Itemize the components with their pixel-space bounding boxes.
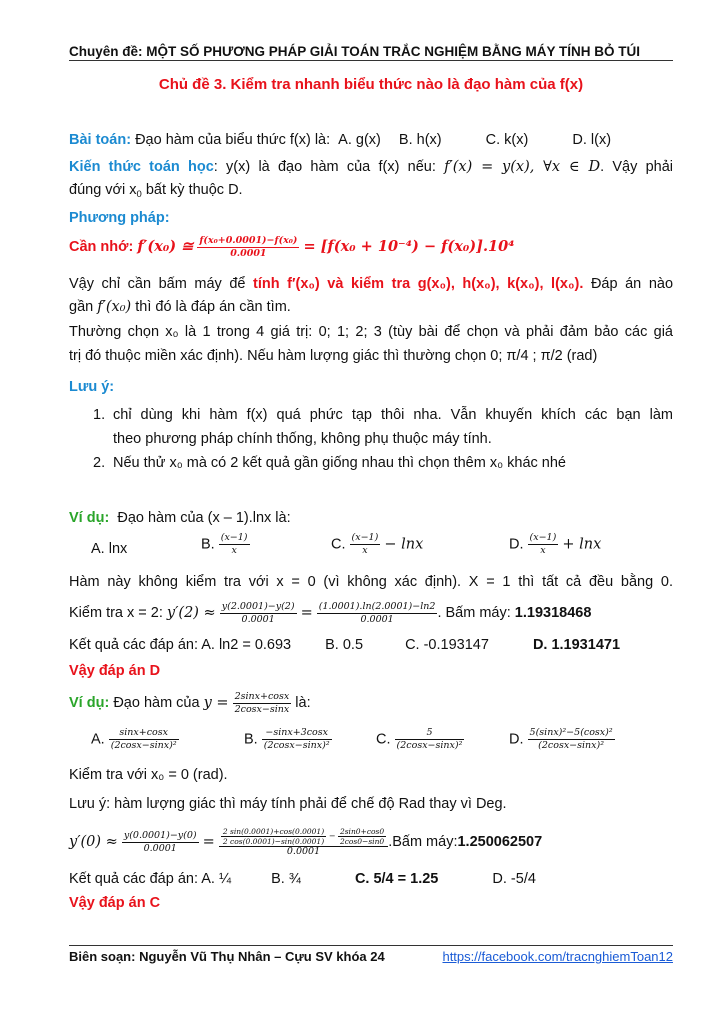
- ex2-frac-1-den: 0.0001: [143, 842, 177, 854]
- ex2-option-c-den: (2cosx−sinx)²: [396, 740, 463, 751]
- ex2-option-b: [244, 727, 332, 752]
- ex2-inner-minus: −: [328, 831, 336, 841]
- ex2-option-a: [91, 727, 179, 752]
- problem-option-a: A. g(x): [338, 132, 381, 148]
- ex1-option-d-num: (x−1): [529, 532, 557, 543]
- header-divider: [69, 60, 673, 61]
- note-item-2-num: 2.: [93, 455, 106, 471]
- ex1-answer: Vậy đáp án D: [69, 663, 161, 679]
- footer-author: Biên soạn: Nguyễn Vũ Thụ Nhân – Cựu SV khóa 24: [69, 949, 385, 964]
- knowledge-text-3: đúng với x: [69, 182, 137, 198]
- knowledge-label: Kiến thức toán học: [69, 159, 214, 175]
- problem-option-b: B. h(x): [398, 132, 442, 148]
- ex1-question: Đạo hàm của (x – 1).lnx là:: [117, 510, 291, 526]
- ex2-press-value: 1.250062507: [457, 834, 543, 850]
- ex1-check-2: Kiểm tra x = 2: y′(2) ≈ $\frac{y(2.0001)-y(2)}{0.0001}$ = $\frac{(1.0001).\ln(2.0001)-\ln 2}{0.0001}$ . Bấm máy: 1.19318468: [69, 600, 592, 625]
- ex1-question-line: [69, 508, 673, 528]
- problem-option-d: D. l(x): [572, 132, 612, 148]
- ex2-big-fraction: [219, 827, 388, 857]
- problem-line: [69, 130, 673, 150]
- ex1-frac-2-num: (1.0001).ln(2.0001)−ln2: [318, 600, 436, 612]
- remember-line: [69, 230, 673, 266]
- ex1-frac-1-den: 0.0001: [241, 613, 275, 625]
- body-text-2b: thì đó là đáp án cần tìm.: [135, 299, 291, 315]
- knowledge-line-2: đúng với $x_0$ bất kỳ thuộc D.: [69, 182, 243, 200]
- page-title: Chủ đề 3. Kiểm tra nhanh biểu thức nào là đạo hàm của f(x): [158, 76, 584, 93]
- ex1-option-b-num: (x−1): [220, 532, 248, 543]
- ex1-frac-1-num: y(2.0001)−y(2): [221, 600, 295, 612]
- ex2-inner-2-den: 2cos0−sin0: [339, 837, 385, 847]
- ex2-question-line: [69, 689, 673, 717]
- ex2-option-b-label: B.: [244, 731, 258, 748]
- body-text-1b: tính f′(x₀) và kiểm tra g(x₀), h(x₀), k(x₀), l(x₀).: [253, 276, 584, 292]
- ex2-check-1: Kiểm tra với x₀ = 0 (rad).: [69, 767, 228, 783]
- ex1-result-c: C. -0.193147: [405, 637, 489, 653]
- ex1-label: Ví dụ:: [69, 510, 110, 526]
- ex1-option-b: [201, 532, 250, 557]
- knowledge-text-1: : y(x) là đạo hàm của f(x) nếu:: [213, 159, 436, 175]
- ex2-big-fraction-den: 0.0001: [286, 846, 321, 858]
- ex2-option-b-den: (2cosx−sinx)²: [263, 740, 330, 751]
- ex1-option-d-den: x: [540, 545, 546, 556]
- knowledge-text-4: bất kỳ thuộc D.: [141, 182, 243, 198]
- ex1-result-a: Kết quả các đáp án: A. ln2 = 0.693: [69, 637, 292, 653]
- ex2-label: Ví dụ:: [69, 695, 110, 711]
- ex2-question-tail: là:: [295, 695, 311, 711]
- note-item-2-line-1: Nếu thử x₀ mà có 2 kết quả gần giống nhau thì chọn thêm x₀ khác nhé: [113, 455, 566, 471]
- body-text-1a: Vậy chỉ cần bấm máy để: [69, 276, 246, 292]
- body-line-4: trị đó thuộc miền xác định). Nếu hàm lượng giác thì thường chọn 0; π/4 ; π/2 (rad): [69, 348, 598, 364]
- ex1-result-d: D. 1.1931471: [532, 637, 621, 653]
- page-header: Chuyên đề: MỘT SỐ PHƯƠNG PHÁP GIẢI TOÁN TRẮC NGHIỆM BẰNG MÁY TÍNH BỎ TÚI: [69, 44, 640, 59]
- ex2-inner-1-den: 2 cos(0.0001)−sin(0.0001): [222, 837, 325, 847]
- problem-label: Bài toán:: [69, 132, 132, 148]
- ex2-frac-1-num: y(0.0001)−y(0): [123, 829, 197, 841]
- note-item-1-line-1: chỉ dùng khi hàm f(x) quá phức tạp thôi nha. Vẫn khuyến khích các bạn làm: [113, 407, 673, 423]
- remember-label: Cần nhớ:: [69, 239, 134, 255]
- ex2-option-d-num: 5(sinx)²−5(cosx)²: [529, 727, 613, 738]
- ex1-check-1: Hàm này không kiểm tra với x = 0 (vì không xác định). X = 1 thì tất cả đều bằng 0.: [69, 574, 673, 590]
- ex1-press-value: 1.19318468: [514, 605, 592, 621]
- ex2-option-b-num: −sinx+3cosx: [262, 727, 332, 740]
- remember-rhs: = [f(x₀ + 10⁻⁴) − f(x₀)].10⁴: [303, 238, 515, 255]
- ex2-option-a-label: A.: [91, 731, 105, 748]
- problem-option-c: C. k(x): [485, 132, 529, 148]
- ex2-inner-1-num: 2 sin(0.0001)+cos(0.0001): [222, 827, 325, 837]
- ex2-inner-2-num: 2sin0+cos0: [339, 827, 385, 837]
- ex1-check-2-label: Kiểm tra x = 2:: [69, 605, 163, 621]
- problem-text: Đạo hàm của biểu thức f(x) là:: [135, 132, 331, 148]
- ex1-frac-2-den: 0.0001: [360, 613, 394, 625]
- ex1-option-a: A. lnx: [91, 541, 128, 557]
- ex2-computation: y′(0) ≈ $\frac{y(0.0001)-y(0)}{0.0001}$ = $\frac{2 \sin(0.0001)+\cos(0.0001)}{2 \cos(0.0001)-\sin(0.0001)}$ − $\frac{2\sin 0+\cos 0}{2\cos 0-\sin 0}$ 0.0001 .Bấm máy:1.250062507: [69, 827, 543, 858]
- ex2-result-a: Kết quả các đáp án: A. ¼: [69, 871, 232, 887]
- ex2-option-c: [376, 727, 464, 752]
- ex1-check-2-lhs: y′(2) ≈: [166, 605, 216, 621]
- remember-fraction-den: 0.0001: [230, 247, 267, 259]
- remember-fraction: [197, 235, 299, 260]
- note-item-1-num: 1.: [93, 407, 106, 423]
- knowledge-line: [69, 157, 673, 177]
- ex2-option-d-label: D.: [509, 731, 524, 748]
- ex1-option-b-den: x: [231, 545, 237, 556]
- ex2-note: Lưu ý: hàm lượng giác thì máy tính phải để chế độ Rad thay vì Deg.: [69, 796, 507, 812]
- ex2-result-b: B. ¾: [271, 871, 301, 887]
- body-text-1c: Đáp án nào: [590, 276, 674, 292]
- ex2-question: Đạo hàm của: [113, 695, 200, 711]
- note-label: Lưu ý:: [69, 379, 115, 395]
- ex2-result-d: D. -5/4: [492, 871, 536, 887]
- ex2-option-c-num: 5: [395, 727, 465, 740]
- ex2-question-den: 2cosx−sinx: [234, 703, 290, 715]
- ex1-option-c-label: C.: [331, 536, 346, 553]
- ex1-option-d: [509, 532, 601, 557]
- footer-divider: [69, 945, 673, 946]
- ex2-option-a-den: (2cosx−sinx)²: [110, 740, 177, 751]
- body-text-2a: gần: [69, 299, 94, 315]
- knowledge-text-2: . Vậy phải: [600, 159, 673, 175]
- footer: [69, 947, 673, 967]
- body-line-1: [69, 274, 673, 294]
- ex2-y-lhs: y =: [203, 695, 229, 711]
- ex2-result-c: C. 5/4 = 1.25: [354, 871, 439, 887]
- remember-fraction-num: f(x₀+0.0001)−f(x₀): [199, 234, 298, 246]
- ex2-option-d-den: (2cosx−sinx)²: [538, 740, 605, 751]
- ex2-comp-lhs: y′(0) ≈: [69, 834, 118, 850]
- note-item-1-line-2: theo phương pháp chính thống, không phụ thuộc máy tính.: [113, 431, 492, 447]
- ex2-option-a-num: sinx+cosx: [109, 727, 179, 740]
- ex1-option-d-tail: + lnx: [562, 536, 602, 553]
- ex2-option-d: [509, 727, 615, 752]
- ex2-answer: Vậy đáp án C: [69, 895, 161, 911]
- ex1-option-b-label: B.: [201, 536, 215, 553]
- remember-lhs: f′(x₀) ≅: [137, 238, 194, 255]
- knowledge-formula: f′(x) = y(x), ∀x ∈ D: [444, 159, 601, 175]
- ex1-option-c-num: (x−1): [351, 532, 379, 543]
- ex2-results: [69, 869, 673, 889]
- body-formula-2: f′(x₀): [97, 299, 132, 315]
- ex1-result-b: B. 0.5: [325, 637, 364, 653]
- method-label: Phương pháp:: [69, 210, 170, 226]
- footer-link[interactable]: https://facebook.com/tracnghiemToan12: [442, 949, 673, 964]
- ex1-results: [69, 635, 673, 655]
- ex2-press: .Bấm máy:: [388, 834, 458, 850]
- ex1-option-c: [331, 532, 423, 557]
- body-line-3: Thường chọn x₀ là 1 trong 4 giá trị: 0; 1; 2; 3 (tùy bài để chọn và phải đảm bảo các giá: [69, 324, 673, 340]
- ex1-press: . Bấm máy:: [437, 605, 511, 621]
- ex2-question-num: 2sinx+cosx: [234, 690, 290, 702]
- ex1-option-c-tail: − lnx: [384, 536, 424, 553]
- ex1-option-c-den: x: [362, 545, 368, 556]
- ex1-option-d-label: D.: [509, 536, 524, 553]
- body-line-2: [69, 297, 673, 317]
- ex2-option-c-label: C.: [376, 731, 391, 748]
